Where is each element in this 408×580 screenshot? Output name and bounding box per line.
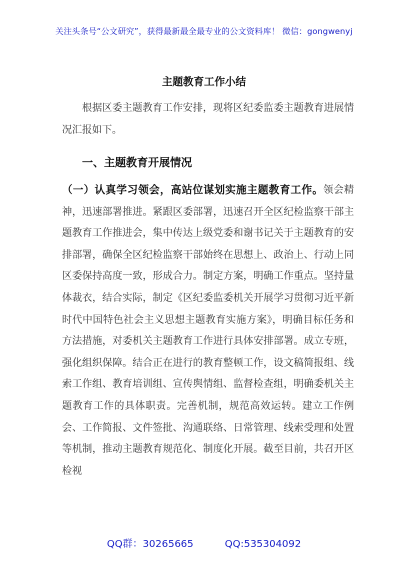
footer-contact xyxy=(0,535,408,550)
document-title: 主题教育工作小结 xyxy=(162,76,246,88)
intro-paragraph: 根据区委主题教育工作安排，现将区纪委监委主题教育进展情况汇报如下。 xyxy=(62,103,354,136)
main-paragraph xyxy=(62,180,354,482)
section-heading: 一、主题教育开展情况 xyxy=(82,156,192,169)
header-banner: 关注头条号“公文研究”，获得最新最全最专业的公文资料库！ 微信：gongwenyj xyxy=(55,26,353,36)
qq-text: QQ:535304092 xyxy=(224,539,302,550)
paragraph-text: 领会精神，迅速部署推进。紧跟区委部署，迅速召开全区纪检监察干部主题教育工作推进会，集中传达上级党委和谢书记关于主题教育的安排部署，确保全区纪检监察干部始终在思想上、政治上、行动上同区委保持高度一致，形成合力。制定方案，明确工作重点。坚持量体裁衣，结合实际，制定《区纪委监委机关开展学习贯彻习近平新时代中国特色社会主义思想主题教育实施方案》，明确目标任务和方法措施，对委机关主题教育工作进行具体安排部署。成立专班，强化组织保障。结合正在进行的教育整顿工作，设文稿简报组、线索工作组、教育培训组、宣传舆情组、监督检查组，明确委机关主题教育工作的具体职责。完善机制，规范高效运转。建立工作例会、工作简报、文件签批、沟通联络、日常管理、线索受理和处置等机制，推动主题教育规范化、制度化开展。截至目前，共召开区检视 xyxy=(62,185,355,477)
sub-heading: （一）认真学习领会，高站位谋划实施主题教育工作。 xyxy=(62,184,324,196)
qq-group-text: QQ群：30265665 xyxy=(106,539,194,550)
